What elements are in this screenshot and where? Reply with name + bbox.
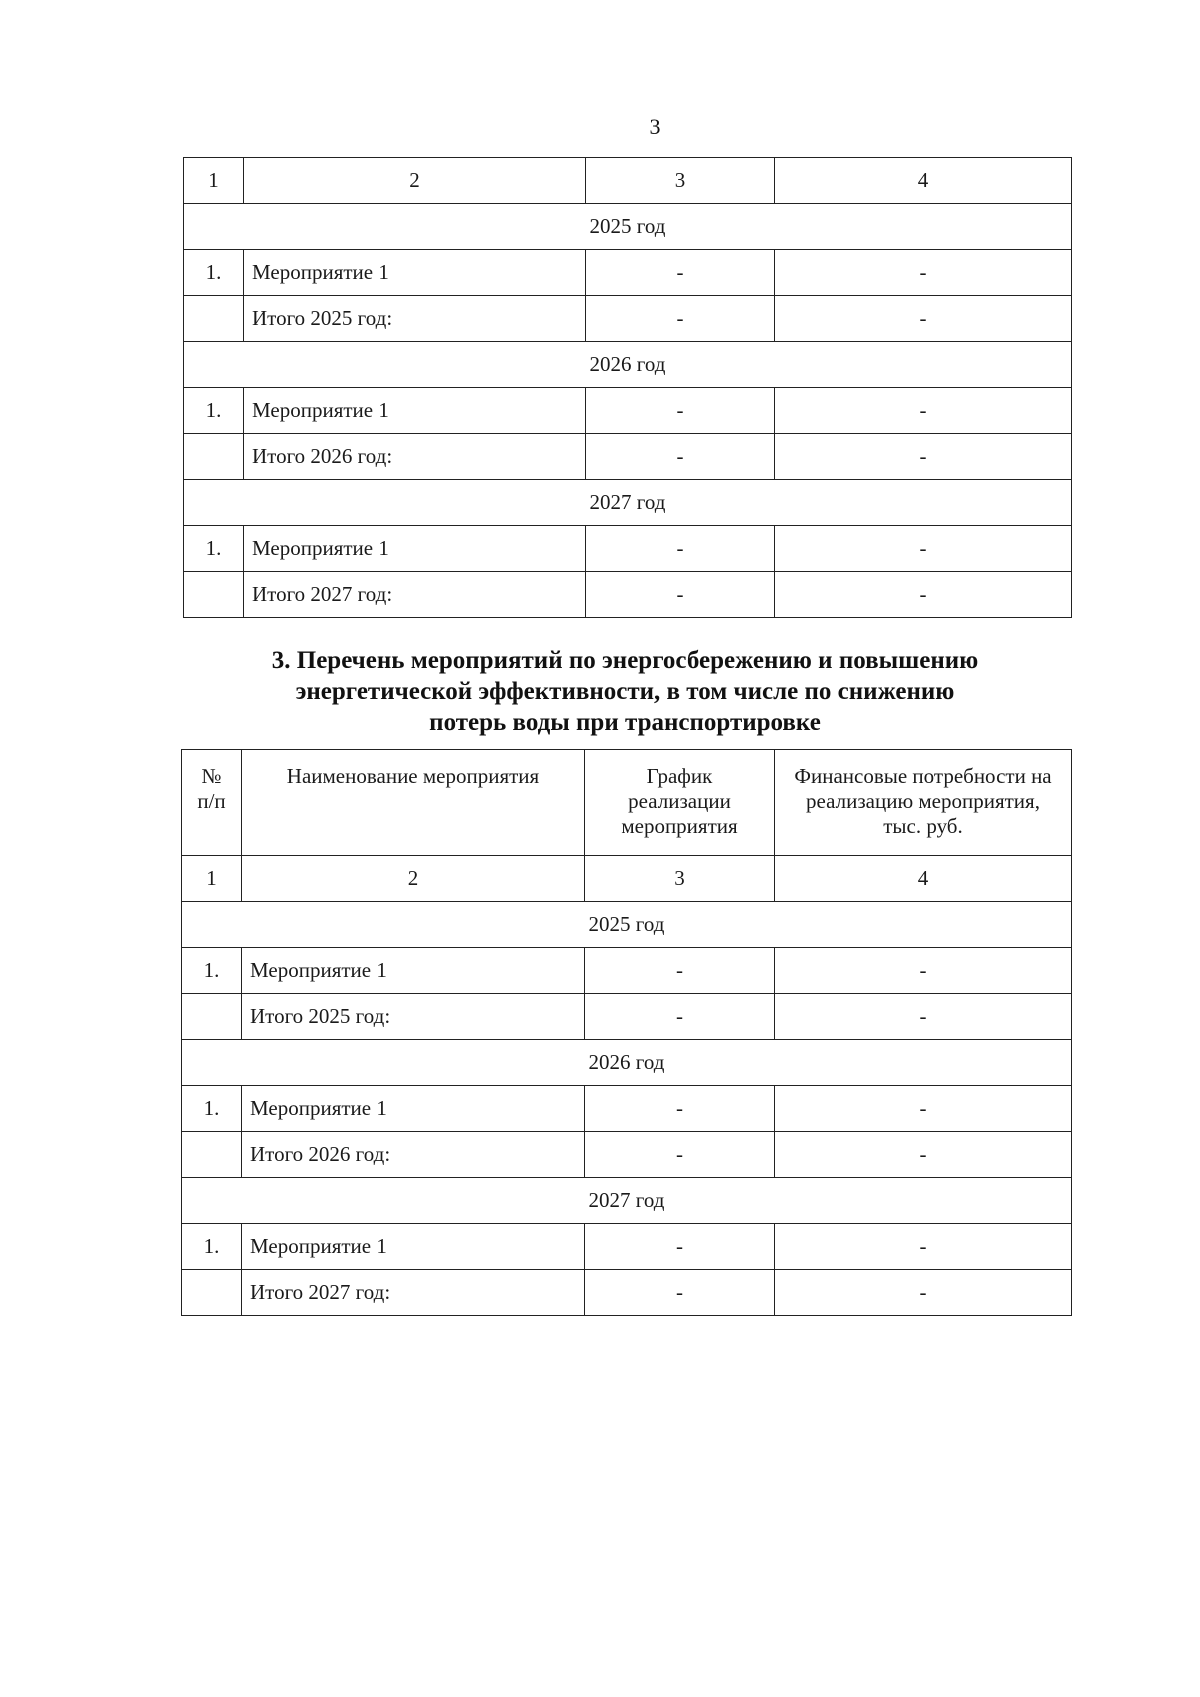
total-row	[182, 1132, 1072, 1178]
header-line: Финансовые потребности на	[794, 764, 1052, 788]
row-number	[182, 994, 242, 1040]
finance-value: -	[775, 948, 1072, 994]
schedule-value: -	[586, 296, 775, 342]
header-line: №	[201, 764, 222, 788]
finance-value: -	[775, 1086, 1072, 1132]
finance-value: -	[775, 1270, 1072, 1316]
schedule-value: -	[586, 572, 775, 618]
year-row	[182, 1178, 1072, 1224]
section-title-line: потерь воды при транспортировке	[429, 709, 821, 736]
schedule-value: -	[586, 250, 775, 296]
column-number-row	[182, 856, 1072, 902]
events-table-continued	[183, 157, 1072, 618]
event-name: Мероприятие 1	[244, 388, 586, 434]
schedule-value: -	[585, 1270, 775, 1316]
header-line: тыс. руб.	[883, 814, 963, 838]
total-label: Итого 2027 год:	[242, 1270, 585, 1316]
header-line: мероприятия	[621, 814, 738, 838]
column-number-row	[184, 158, 1072, 204]
year-label: 2027 год	[184, 480, 1072, 526]
header-line: п/п	[197, 789, 226, 813]
total-label: Итого 2025 год:	[244, 296, 586, 342]
total-row	[184, 434, 1072, 480]
event-name: Мероприятие 1	[242, 1224, 585, 1270]
row-number: 1.	[184, 526, 244, 572]
year-row	[182, 902, 1072, 948]
row-number	[184, 572, 244, 618]
year-label: 2026 год	[182, 1040, 1072, 1086]
row-number	[184, 296, 244, 342]
table-row	[184, 526, 1072, 572]
row-number: 1.	[184, 250, 244, 296]
column-number: 4	[775, 856, 1072, 902]
year-row	[184, 342, 1072, 388]
year-label: 2025 год	[182, 902, 1072, 948]
year-label: 2025 год	[184, 204, 1072, 250]
row-number	[182, 1270, 242, 1316]
schedule-value: -	[586, 434, 775, 480]
table-header-row	[182, 750, 1072, 856]
header-schedule	[585, 750, 775, 856]
column-number: 1	[184, 158, 244, 204]
year-row	[184, 204, 1072, 250]
row-number: 1.	[182, 948, 242, 994]
column-number: 4	[775, 158, 1072, 204]
table-row	[184, 388, 1072, 434]
total-row	[182, 994, 1072, 1040]
schedule-value: -	[585, 948, 775, 994]
total-label: Итого 2027 год:	[244, 572, 586, 618]
header-line: Наименование мероприятия	[286, 764, 540, 788]
total-label: Итого 2026 год:	[242, 1132, 585, 1178]
year-row	[182, 1040, 1072, 1086]
finance-value: -	[775, 1132, 1072, 1178]
page-number: 3	[649, 114, 661, 139]
finance-value: -	[775, 526, 1072, 572]
event-name: Мероприятие 1	[242, 948, 585, 994]
header-name	[242, 750, 585, 856]
row-number: 1.	[182, 1086, 242, 1132]
finance-value: -	[775, 434, 1072, 480]
year-row	[184, 480, 1072, 526]
header-number	[182, 750, 242, 856]
column-number: 1	[182, 856, 242, 902]
schedule-value: -	[585, 994, 775, 1040]
finance-value: -	[775, 994, 1072, 1040]
total-label: Итого 2026 год:	[244, 434, 586, 480]
finance-value: -	[775, 388, 1072, 434]
energy-saving-events-table	[181, 749, 1072, 1316]
table-row	[182, 948, 1072, 994]
finance-value: -	[775, 250, 1072, 296]
section-title	[180, 645, 1070, 738]
event-name: Мероприятие 1	[244, 250, 586, 296]
schedule-value: -	[585, 1132, 775, 1178]
year-label: 2026 год	[184, 342, 1072, 388]
finance-value: -	[775, 572, 1072, 618]
schedule-value: -	[586, 388, 775, 434]
header-finance	[775, 750, 1072, 856]
schedule-value: -	[585, 1224, 775, 1270]
event-name: Мероприятие 1	[242, 1086, 585, 1132]
column-number: 3	[586, 158, 775, 204]
table-row	[182, 1224, 1072, 1270]
row-number	[182, 1132, 242, 1178]
table-row	[184, 250, 1072, 296]
total-row	[182, 1270, 1072, 1316]
row-number	[184, 434, 244, 480]
finance-value: -	[775, 296, 1072, 342]
total-label: Итого 2025 год:	[242, 994, 585, 1040]
table-row	[182, 1086, 1072, 1132]
header-line: реализации	[628, 789, 731, 813]
header-line: График	[646, 764, 713, 788]
row-number: 1.	[184, 388, 244, 434]
row-number: 1.	[182, 1224, 242, 1270]
column-number: 3	[585, 856, 775, 902]
schedule-value: -	[586, 526, 775, 572]
section-title-line: 3. Перечень мероприятий по энергосбережению и повышению	[271, 647, 979, 674]
year-label: 2027 год	[182, 1178, 1072, 1224]
header-line: реализацию мероприятия,	[806, 789, 1040, 813]
section-title-line: энергетической эффективности, в том числе по снижению	[295, 678, 955, 705]
finance-value: -	[775, 1224, 1072, 1270]
total-row	[184, 296, 1072, 342]
event-name: Мероприятие 1	[244, 526, 586, 572]
total-row	[184, 572, 1072, 618]
schedule-value: -	[585, 1086, 775, 1132]
column-number: 2	[242, 856, 585, 902]
column-number: 2	[244, 158, 586, 204]
